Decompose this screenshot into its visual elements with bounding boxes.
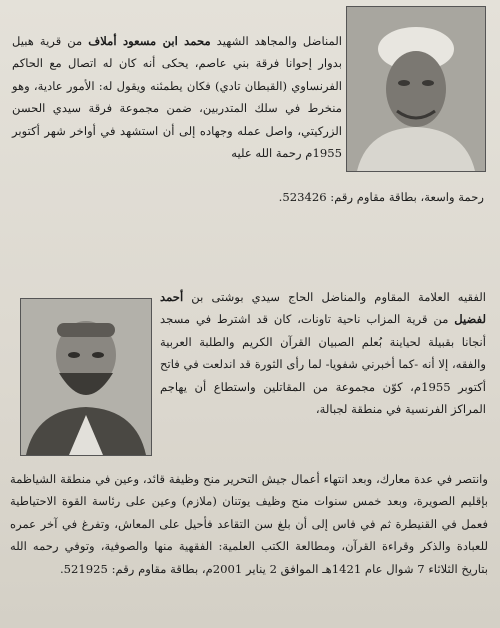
portrait-photo-1 bbox=[346, 6, 486, 172]
bio1-body: من قرية هبيل بدوار إحوانا فرقة بني عاصم، يحكى أنه كان له اتصال مع الحاكم الفرنساوي (القبطان تادي) فكان يطمئنه ويقول له: الأمور عادية، وهو منخرط في سلك المتدربين، ضمن مجموعة فرقة سيدي الحسن الزركيتي، واصل عمله وجهاده إلى أن استشهد في أواخر شهر أكتوبر 1955م رحمة الله عليه bbox=[12, 34, 342, 161]
bio1-name: محمد ابن مسعود أملاف bbox=[88, 34, 211, 48]
bio2-rest-paragraph: وانتصر في عدة معارك، وبعد انتهاء أعمال جيش التحرير منح وظيفة قائد، وعين في منطقة الشياظمة بإقليم الصويرة، وبعد خمس سنوات منح وظيف يوتنان (ملازم) وعين على رئاسة القوة الاحتياطية فعمل في القنيطرة ثم في فاس إلى أن بلغ سن التقاعد فأحيل على المعاش، وتفرغ في آخر عمره للعبادة والذكر وقراءة القرآن، ومطالعة الكتب العلمية: الفقهية منها والصوفية، وتوفي رحمه الله بتاريخ الثلاثاء 7 شوال عام 1421هـ الموافق 2 يناير 2001م، بطاقة مقاوم رقم: 521925. bbox=[10, 472, 488, 576]
portrait-figure-1 bbox=[347, 7, 485, 171]
bio2-name: أحمد لفضيل bbox=[160, 290, 487, 327]
bio1-tail: رحمة واسعة، بطاقة مقاوم رقم: 523426. bbox=[278, 190, 484, 204]
portrait-figure-2 bbox=[21, 299, 151, 455]
bio2-lead-paragraph bbox=[160, 286, 486, 420]
bio2-lead: من قرية المزاب ناحية تاونات، كان قد اشترط في مسجد أنجانا بقبيلة لحياينة بُعلم الصبيان القرآن الكريم والطلبة العربية والفقه، إلا أنه -كما أخبرني شفويا- لما رأى الثورة قد اندلعت في فاتح أكتوبر 1955م، كوّن مجموعة من المقاتلين واستطاع أن يهاجم المراكز الفرنسية في منطقة لجبالة، bbox=[160, 312, 486, 417]
bio1-paragraph bbox=[12, 30, 342, 164]
portrait-photo-2 bbox=[20, 298, 152, 456]
bio1-intro: المناضل والمجاهد الشهيد bbox=[216, 34, 343, 48]
bio2-intro: الفقيه العلامة المقاوم والمناضل الحاج سيدي بوشتى بن bbox=[191, 290, 486, 304]
